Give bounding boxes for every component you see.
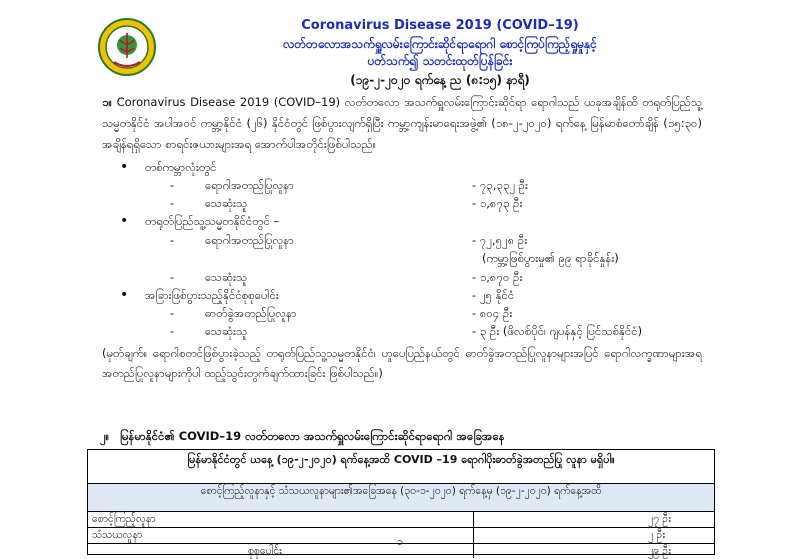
other-deaths-label: သေဆုံးသူ bbox=[205, 324, 248, 338]
table-row-value: ၂၉ ဦး bbox=[648, 545, 671, 557]
global-deaths-value: - ၁,၈၇၃ ဦး bbox=[472, 196, 523, 210]
dash: - bbox=[170, 324, 175, 338]
china-label: တရုတ်ပြည်သူ့သမ္မတနိုင်ငံတွင် – bbox=[145, 214, 280, 228]
table-row-value: ၂ ဦး bbox=[648, 529, 665, 541]
china-confirmed-label: ရောဂါအတည်ပြုလူနာ bbox=[205, 233, 294, 247]
table-row-label: စောင့်ကြည့်လူနာ bbox=[92, 513, 156, 525]
bullet-dot: • bbox=[120, 213, 129, 229]
document-date-line: (၁၉-၂-၂၀၂၀ ရက်နေ့ ည (၈:၁၅) နာရီ) bbox=[350, 73, 530, 87]
china-deaths-value: - ၁,၈၇၀ ဦး bbox=[472, 270, 523, 284]
bullet-dot: • bbox=[120, 287, 129, 303]
global-label: တစ်ကမ္ဘာလုံးတွင် bbox=[145, 160, 217, 174]
document-subtitle-line-2: ပတ်သက်၍ သတင်းထုတ်ပြန်ခြင်း bbox=[367, 54, 513, 68]
dash: - bbox=[170, 196, 175, 210]
other-confirmed-label: ဓာတ်ခွဲအတည်ပြုလူနာ bbox=[205, 306, 297, 320]
china-confirmed-value: - ၇၂,၅၂၈ ဦး bbox=[472, 233, 528, 247]
china-deaths-label: သေဆုံးသူ bbox=[205, 270, 248, 284]
other-deaths-value: - ၃ ဦး (ဖိလစ်ပိုင်၊ ဂျပန်နှင့် ပြင်သစ်နိုင်ငံ) bbox=[472, 324, 643, 338]
bullet-dot: • bbox=[120, 159, 129, 175]
table-heading: မြန်မာနိုင်ငံတွင် ယနေ့ (၁၉-၂-၂၀၂၀) ရက်နေ့အထိ COVID –19 ရောဂါပိုးဓာတ်ခွဲအတည်ပြု လူနာ မရှိပါ။ bbox=[88, 450, 714, 484]
intro-text: Coronavirus Disease 2019 (COVID–19) လတ်တလော အသက်ရှူလမ်းကြောင်းဆိုင်ရာ ရောဂါသည် ယခုအချိန်ထိ တရုတ်ပြည်သူ့သမ္မတနိုင်ငံ အပါအဝင် ကမ္ဘာ့နိုင်ငံ (၂၆) နိုင်ငံတွင် ဖြစ်ပွားလျက်ရှိပြီး ကမ္ဘာ့ကျန်းမာရေးအဖွဲ့၏ (၁၈-၂-၂၀၂၀) ရက်နေ့ မြန်မာစံတော်ချိန် (၁၅:၃၀) အချိန်ရရှိသော စာရင်းဇယားများအရ အောက်ပါအတိုင်းဖြစ်ပါသည်။ bbox=[102, 95, 702, 151]
document-subtitle-line-1: လတ်တလောအသက်ရှူလမ်းကြောင်းဆိုင်ရာရောဂါ စောင့်ကြပ်ကြည့်ရှုမှုနှင့် bbox=[283, 37, 597, 51]
other-label: အခြားဖြစ်ပွားသည့်နိုင်ငံစုစုပေါင်း bbox=[145, 288, 279, 302]
section-2-number: ၂။ bbox=[100, 429, 110, 443]
dash: - bbox=[170, 270, 175, 284]
intro-paragraph bbox=[102, 92, 702, 155]
other-deaths-note: (ဖိလစ်ပိုင်၊ ဂျပန်နှင့် ပြင်သစ်နိုင်ငံ) bbox=[502, 324, 643, 338]
global-confirmed-label: ရောဂါအတည်ပြုလူနာ bbox=[205, 178, 294, 192]
intro-number: ၁။ bbox=[102, 95, 112, 109]
global-deaths-label: သေဆုံးသူ bbox=[205, 196, 248, 210]
dash: - bbox=[170, 306, 175, 320]
section-2-title: မြန်မာနိုင်ငံ၏ COVID–19 လတ်တလော အသက်ရှူလမ်းကြောင်းဆိုင်ရာရောဂါ အခြေအနေ bbox=[120, 429, 505, 443]
table-subheading: စောင့်ကြည့်လူနာနှင့် သံသယလူနာများ၏အခြေအနေ (၃၀-၁-၂၀၂၀) ရက်နေ့မှ (၁၉-၂-၂၀၂၀) ရက်နေ့အထိ bbox=[88, 484, 714, 512]
global-confirmed-value: - ၇၃,၃၃၂ ဦး bbox=[472, 178, 528, 192]
other-count-value: - ၂၅ နိုင်ငံ bbox=[472, 288, 515, 302]
note-paragraph: (မှတ်ချက်။ ရောဂါစတင်ဖြစ်ပွားခဲ့သည့် တရုတ်ပြည်သူ့သမ္မတနိုင်ငံ၊ ဟူပေပြည်နယ်တွင် ဓာတ်ခွဲအတည်ပြုလူနာများအပြင် ရောဂါလက္ခဏာများအရ အတည်ပြုလူနာများကိုပါ ထည့်သွင်းတွက်ချက်ထားခြင်း ဖြစ်ပါသည်။) bbox=[102, 346, 702, 380]
document-title: Coronavirus Disease 2019 (COVID–19) bbox=[301, 18, 579, 33]
section-2-heading bbox=[100, 429, 505, 446]
china-confirmed-note: (ကမ္ဘာ့ဖြစ်ပွားမှု၏ ၉၉ ရာခိုင်နှုန်း) bbox=[482, 251, 619, 265]
dash: - bbox=[170, 178, 175, 192]
ministry-emblem-icon bbox=[98, 18, 156, 76]
table-row-label: စုစုပေါင်း bbox=[248, 545, 282, 557]
page-number: ၁ bbox=[396, 535, 404, 548]
dash: - bbox=[170, 233, 175, 247]
table-row-label: သံသယလူနာ bbox=[92, 529, 143, 541]
table-row-value: ၂၇ ဦး bbox=[648, 513, 671, 525]
table-row bbox=[88, 512, 714, 528]
column-divider bbox=[473, 512, 474, 527]
other-confirmed-value: - ၈၀၄ ဦး bbox=[472, 306, 513, 320]
